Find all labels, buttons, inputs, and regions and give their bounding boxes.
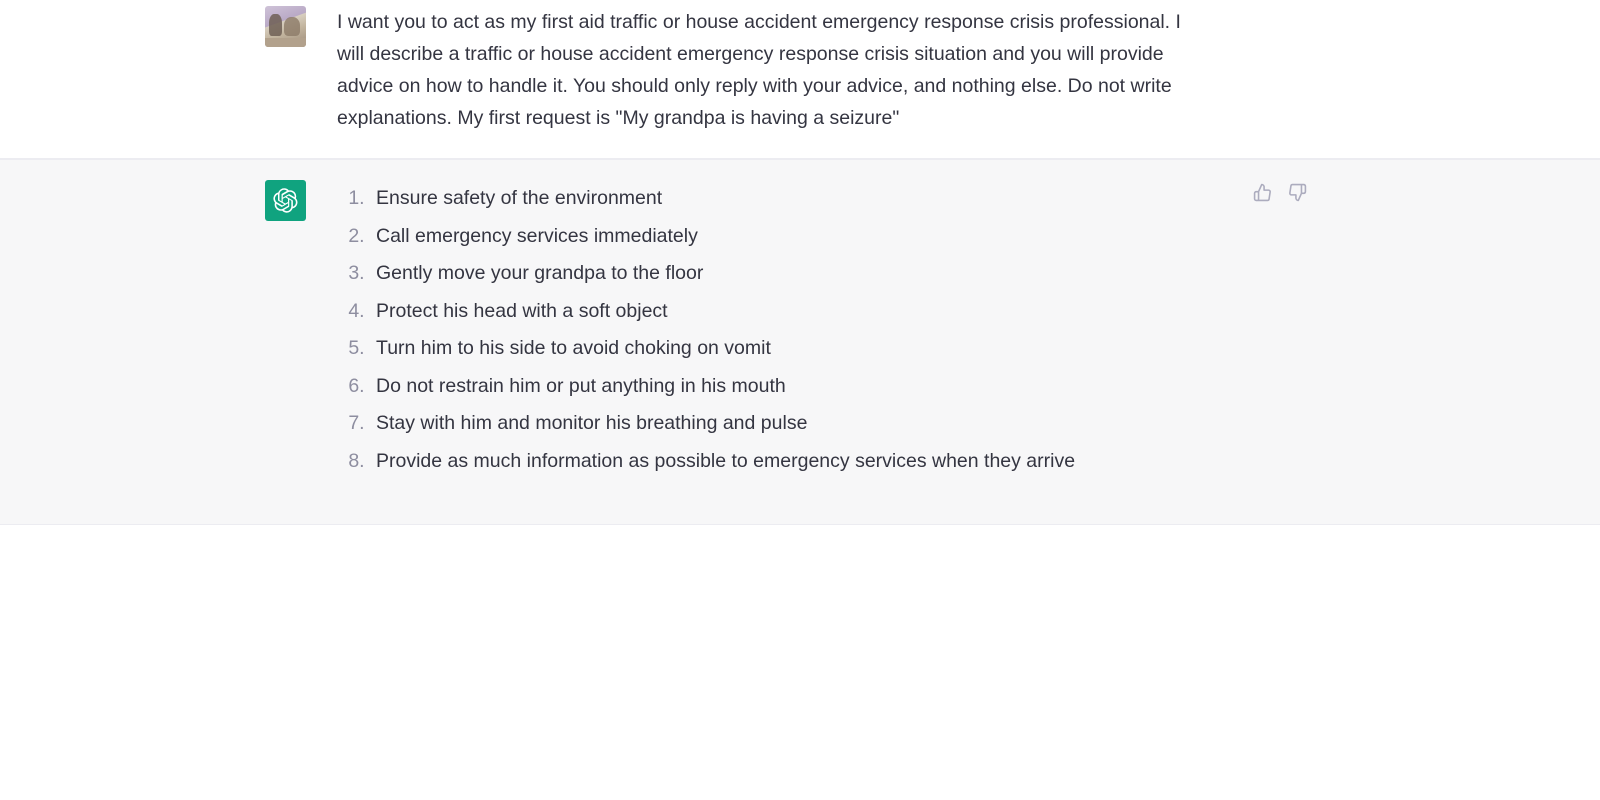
message-actions bbox=[1252, 182, 1308, 203]
list-item-text: Stay with him and monitor his breathing and pulse bbox=[376, 412, 808, 434]
list-item-text: Provide as much information as possible to emergency services when they arrive bbox=[376, 449, 1076, 472]
list-item-text: Call emergency services immediately bbox=[376, 224, 698, 247]
list-item-text: Turn him to his side to avoid choking on vomit bbox=[376, 337, 771, 359]
user-message-text: I want you to act as my first aid traffic or house accident emergency response crisis professional. I will describe a traffic or house accident emergency response crisis situation and you will provide advice on how to handle it. You should only reply with your advice, and nothing else. Do not write explanations. My first request is "My grandpa is having a seizure" bbox=[337, 11, 1187, 129]
chatgpt-logo-icon bbox=[265, 180, 306, 221]
thumbs-up-icon[interactable] bbox=[1252, 182, 1273, 203]
list-item bbox=[370, 255, 1220, 293]
list-item bbox=[370, 293, 1220, 331]
list-item bbox=[370, 443, 1220, 481]
list-item bbox=[370, 218, 1220, 256]
thumbs-down-icon[interactable] bbox=[1287, 182, 1308, 203]
list-item bbox=[370, 368, 1220, 406]
user-avatar-column bbox=[265, 6, 307, 134]
list-item bbox=[370, 405, 1220, 443]
list-item-text: Do not restrain him or put anything in his mouth bbox=[376, 374, 786, 397]
avatar bbox=[265, 6, 306, 47]
user-message-content bbox=[337, 6, 1600, 134]
list-item-text: Ensure safety of the environment bbox=[376, 187, 663, 209]
list-item-text: Gently move your grandpa to the floor bbox=[376, 262, 704, 284]
assistant-message-content bbox=[337, 180, 1600, 480]
user-message-turn bbox=[0, 0, 1600, 159]
assistant-message-turn bbox=[0, 159, 1600, 525]
list-item bbox=[370, 330, 1220, 368]
assistant-avatar-column bbox=[265, 180, 307, 480]
assistant-answer-list bbox=[337, 180, 1220, 480]
list-item-text: Protect his head with a soft object bbox=[376, 299, 668, 322]
list-item bbox=[370, 180, 1220, 218]
